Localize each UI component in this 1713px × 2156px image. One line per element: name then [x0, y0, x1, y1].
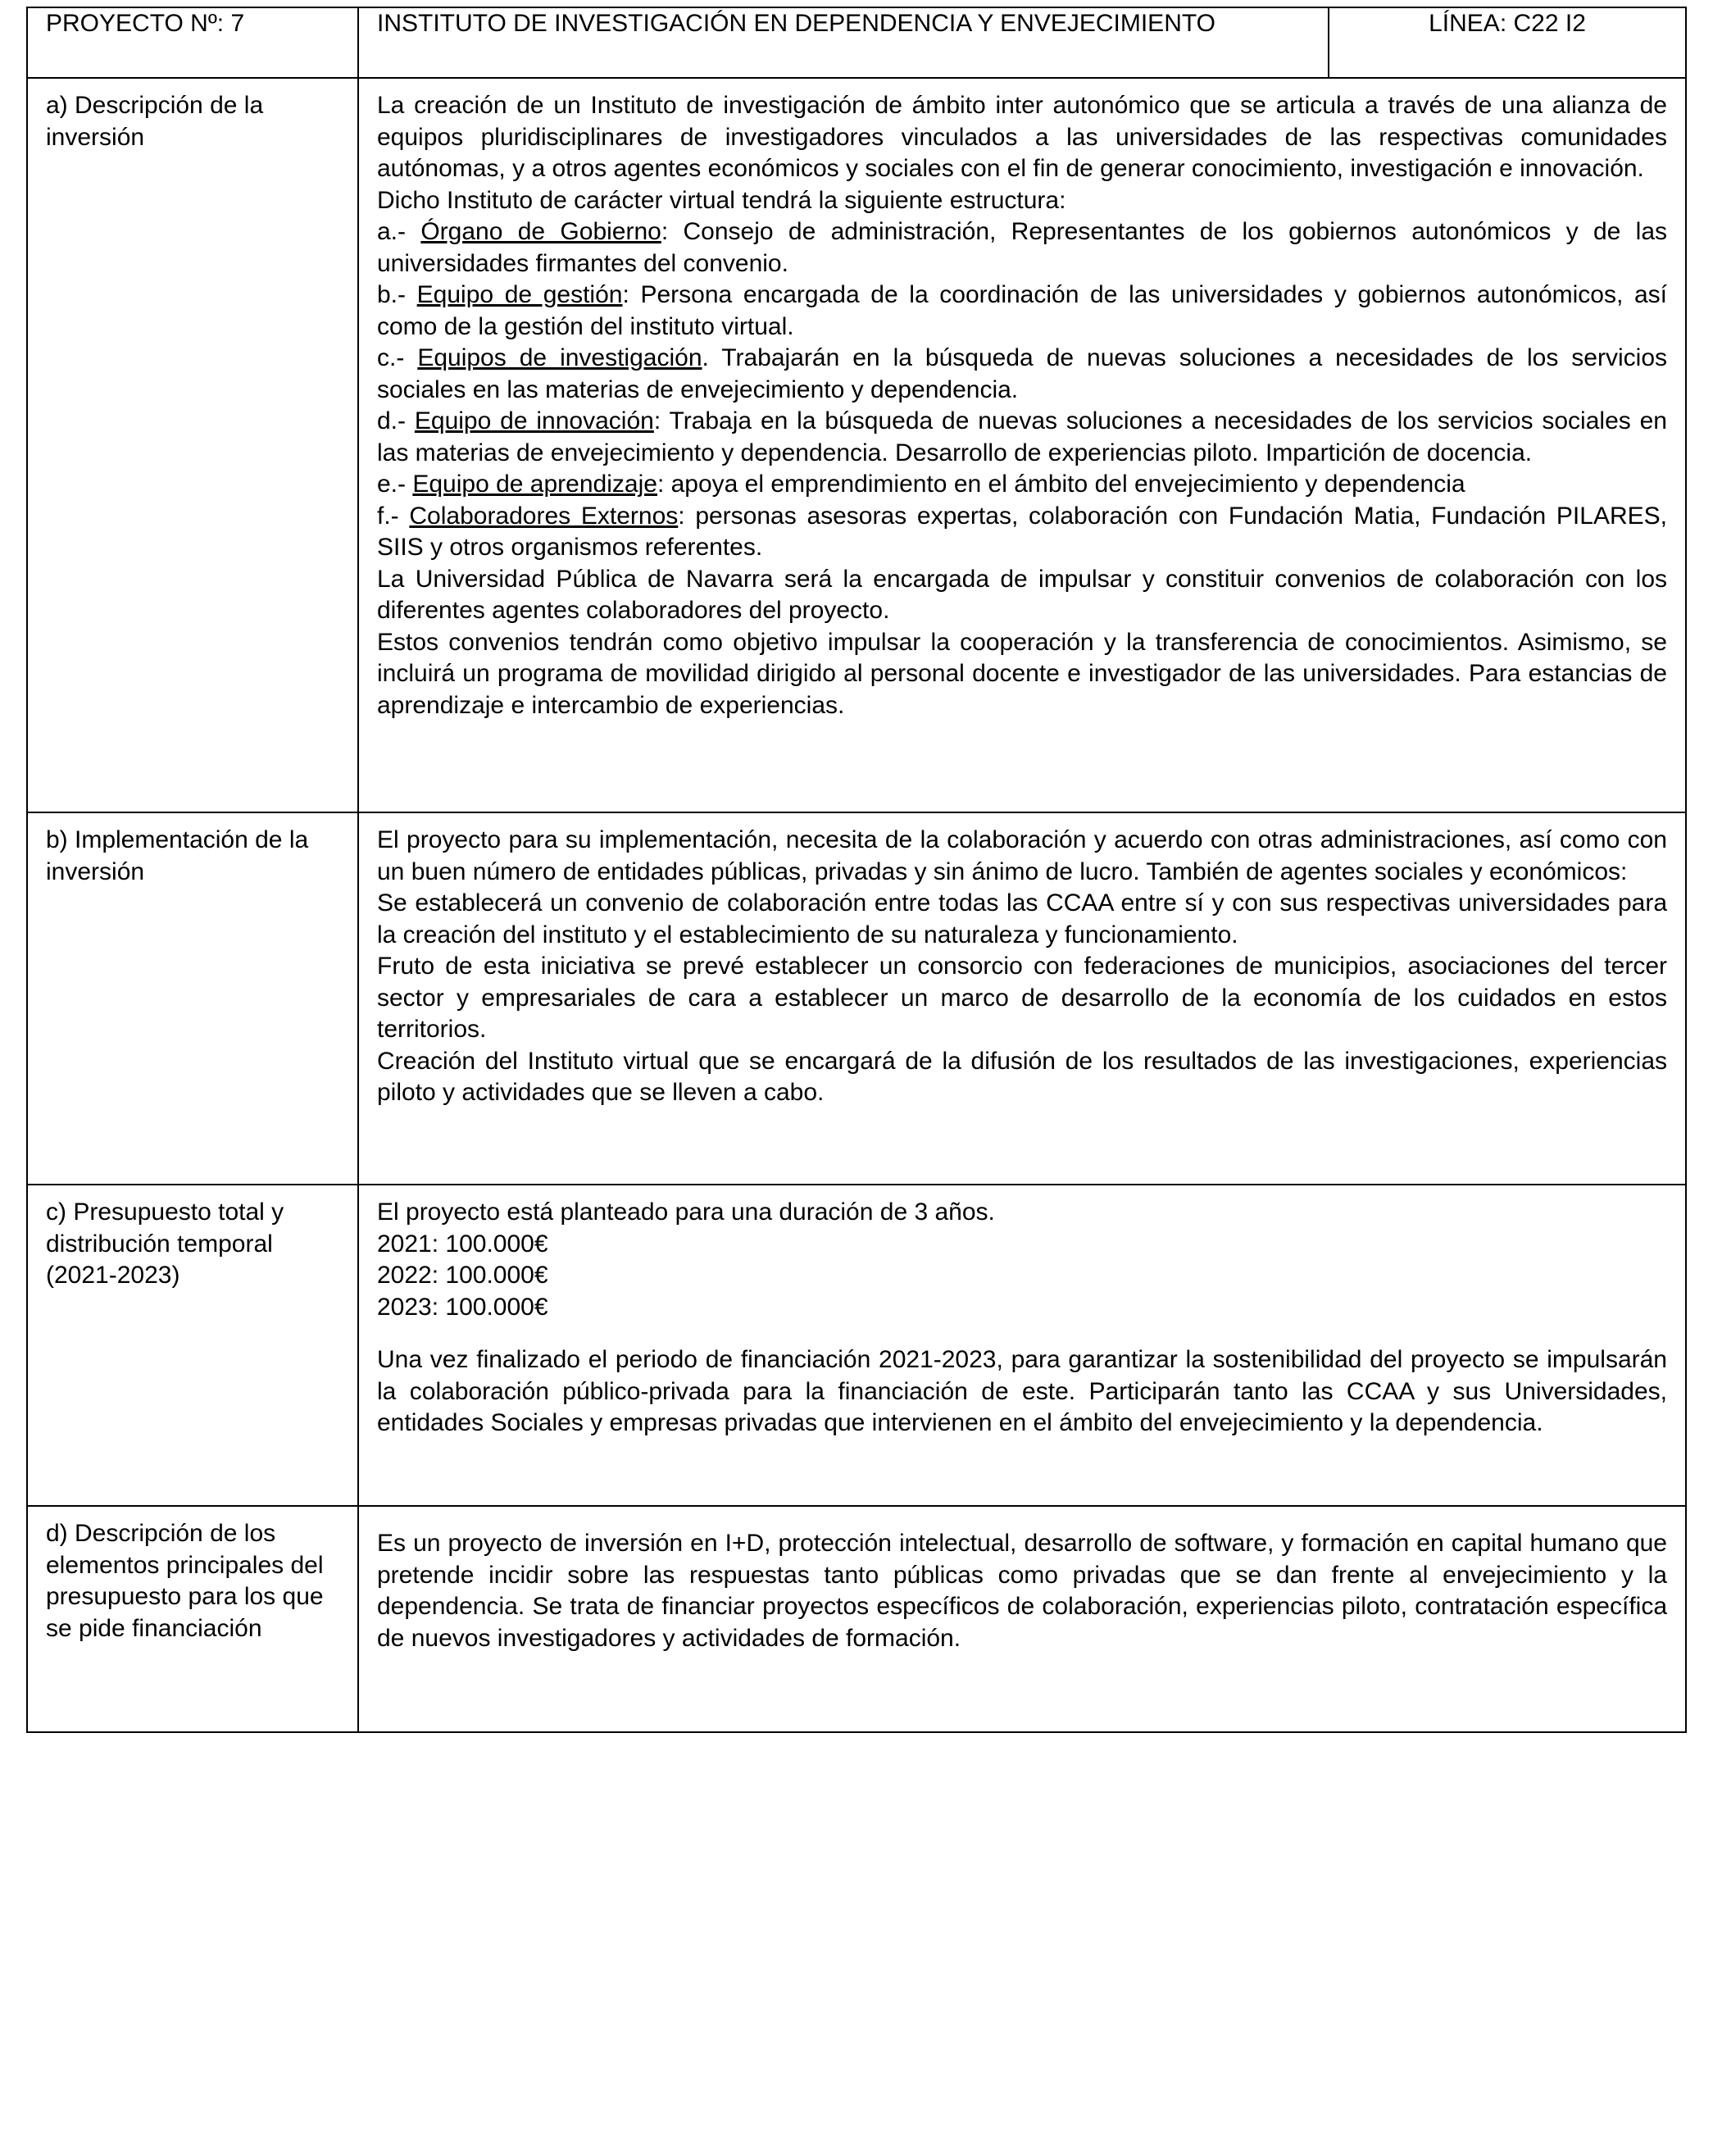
section-a-intro: La creación de un Instituto de investigación de ámbito inter autonómico que se articula a través de una alianza de equipos pluridisciplinares de investigadores vinculados a las universidades de las respectivas comunidades autónomas, y a otros agentes económicos y sociales con el fin de generar conocimiento, investigación e innovación. — [377, 92, 1667, 182]
header-row — [27, 7, 1686, 78]
section-c-row — [27, 1185, 1686, 1506]
structure-item-text: : Trabaja en la búsqueda de nuevas soluciones a necesidades de los servicios sociales en las materias de envejecimiento y dependencia. Desarrollo de experiencias piloto. Impartición de docencia. — [377, 407, 1667, 466]
structure-item-prefix: d.- — [377, 407, 415, 434]
structure-item-prefix: c.- — [377, 344, 418, 371]
structure-item — [377, 343, 1667, 406]
structure-item-prefix: f.- — [377, 502, 410, 530]
budget-line: 2022: 100.000€ — [377, 1262, 548, 1289]
structure-item-text: : personas asesoras expertas, colaboración con Fundación Matia, Fundación PILARES, SIIS y otros organismos referentes. — [377, 502, 1667, 561]
project-number: PROYECTO Nº: 7 — [27, 7, 358, 78]
structure-item-text: . Trabajarán en la búsqueda de nuevas soluciones a necesidades de los servicios sociales en las materias de envejecimiento y dependencia. — [377, 344, 1668, 403]
structure-item — [377, 501, 1667, 564]
structure-item-term: Órgano de Gobierno — [420, 218, 661, 245]
section-c-duration: El proyecto está planteado para una duración de 3 años. — [377, 1199, 995, 1226]
structure-item — [377, 406, 1667, 469]
structure-item — [377, 469, 1667, 501]
structure-item-prefix: e.- — [377, 471, 413, 498]
section-d-row — [27, 1506, 1686, 1732]
section-b-paragraph: Se establecerá un convenio de colaboración entre todas las CCAA entre sí y con sus respectivas universidades para la creación del instituto y el establecimiento de su naturaleza y funcionamiento. — [377, 889, 1667, 948]
section-c-content — [358, 1185, 1686, 1506]
section-b-content — [358, 812, 1686, 1185]
structure-item-term: Equipo de innovación — [414, 407, 654, 434]
section-a-structure-intro: Dicho Instituto de carácter virtual tendrá la siguiente estructura: — [377, 186, 1066, 214]
structure-item-text: : apoya el emprendimiento en el ámbito del envejecimiento y dependencia — [657, 471, 1465, 498]
structure-item — [377, 280, 1667, 343]
section-a-content — [358, 78, 1686, 812]
budget-line: 2023: 100.000€ — [377, 1293, 548, 1321]
section-d-text: Es un proyecto de inversión en I+D, protección intelectual, desarrollo de software, y formación en capital humano que pretende incidir sobre las respuestas tanto públicas como privadas que se dan frente al envejecimiento y la dependencia. Se trata de financiar proyectos específicos de colaboración, experiencias piloto, contratación específica de nuevos investigadores y actividades de formación. — [377, 1530, 1667, 1652]
structure-item-prefix: b.- — [377, 281, 417, 308]
section-a-closing-2: Estos convenios tendrán como objetivo impulsar la cooperación y la transferencia de conocimientos. Asimismo, se incluirá un programa de movilidad dirigido al personal docente e investigador de las universidades. Para estancias de aprendizaje e intercambio de experiencias. — [377, 628, 1667, 719]
section-b-label: b) Implementación de la inversión — [27, 812, 358, 1185]
structure-item-prefix: a.- — [377, 218, 421, 245]
structure-item-term: Equipos de investigación — [417, 344, 702, 371]
section-b-row — [27, 812, 1686, 1185]
budget-line: 2021: 100.000€ — [377, 1230, 548, 1258]
section-d-content — [358, 1506, 1686, 1732]
structure-item-term: Equipo de aprendizaje — [412, 471, 657, 498]
section-a-closing-1: La Universidad Pública de Navarra será la encargada de impulsar y constituir convenios de colaboración con los diferentes agentes colaboradores del proyecto. — [377, 565, 1667, 624]
project-line: LÍNEA: C22 I2 — [1329, 7, 1686, 78]
structure-item-text: : Consejo de administración, Representantes de los gobiernos autonómicos y de las universidades firmantes del convenio. — [377, 218, 1668, 277]
section-d-label: d) Descripción de los elementos principales del presupuesto para los que se pide financiación — [27, 1506, 358, 1732]
structure-item-text: : Persona encargada de la coordinación de las universidades y gobiernos autonómicos, así como de la gestión del instituto virtual. — [377, 281, 1667, 340]
section-a-row — [27, 78, 1686, 812]
section-b-paragraph: El proyecto para su implementación, necesita de la colaboración y acuerdo con otras administraciones, así como con un buen número de entidades públicas, privadas y sin ánimo de lucro. También de agentes sociales y económicos: — [377, 826, 1667, 885]
structure-item-term: Colaboradores Externos — [409, 502, 679, 530]
section-b-paragraph: Creación del Instituto virtual que se encargará de la difusión de los resultados de las investigaciones, experiencias piloto y actividades que se lleven a cabo. — [377, 1047, 1667, 1106]
project-table — [26, 7, 1687, 1733]
section-a-label: a) Descripción de la inversión — [27, 78, 358, 812]
section-b-paragraph: Fruto de esta iniciativa se prevé establecer un consorcio con federaciones de municipios, asociaciones del tercer sector y empresariales de cara a establecer un marco de desarrollo de la economía de los cuidados en estos territorios. — [377, 953, 1667, 1043]
structure-item — [377, 216, 1667, 280]
section-c-label: c) Presupuesto total y distribución temporal (2021-2023) — [27, 1185, 358, 1506]
section-c-sustainability: Una vez finalizado el periodo de financiación 2021-2023, para garantizar la sostenibilidad del proyecto se impulsarán la colaboración público-privada para la financiación de este. Participarán tanto las CCAA y sus Universidades, entidades Sociales y empresas privadas que intervienen en el ámbito del envejecimiento y la dependencia. — [377, 1346, 1667, 1436]
project-title: INSTITUTO DE INVESTIGACIÓN EN DEPENDENCIA Y ENVEJECIMIENTO — [358, 7, 1329, 78]
structure-item-term: Equipo de gestión — [416, 281, 623, 308]
